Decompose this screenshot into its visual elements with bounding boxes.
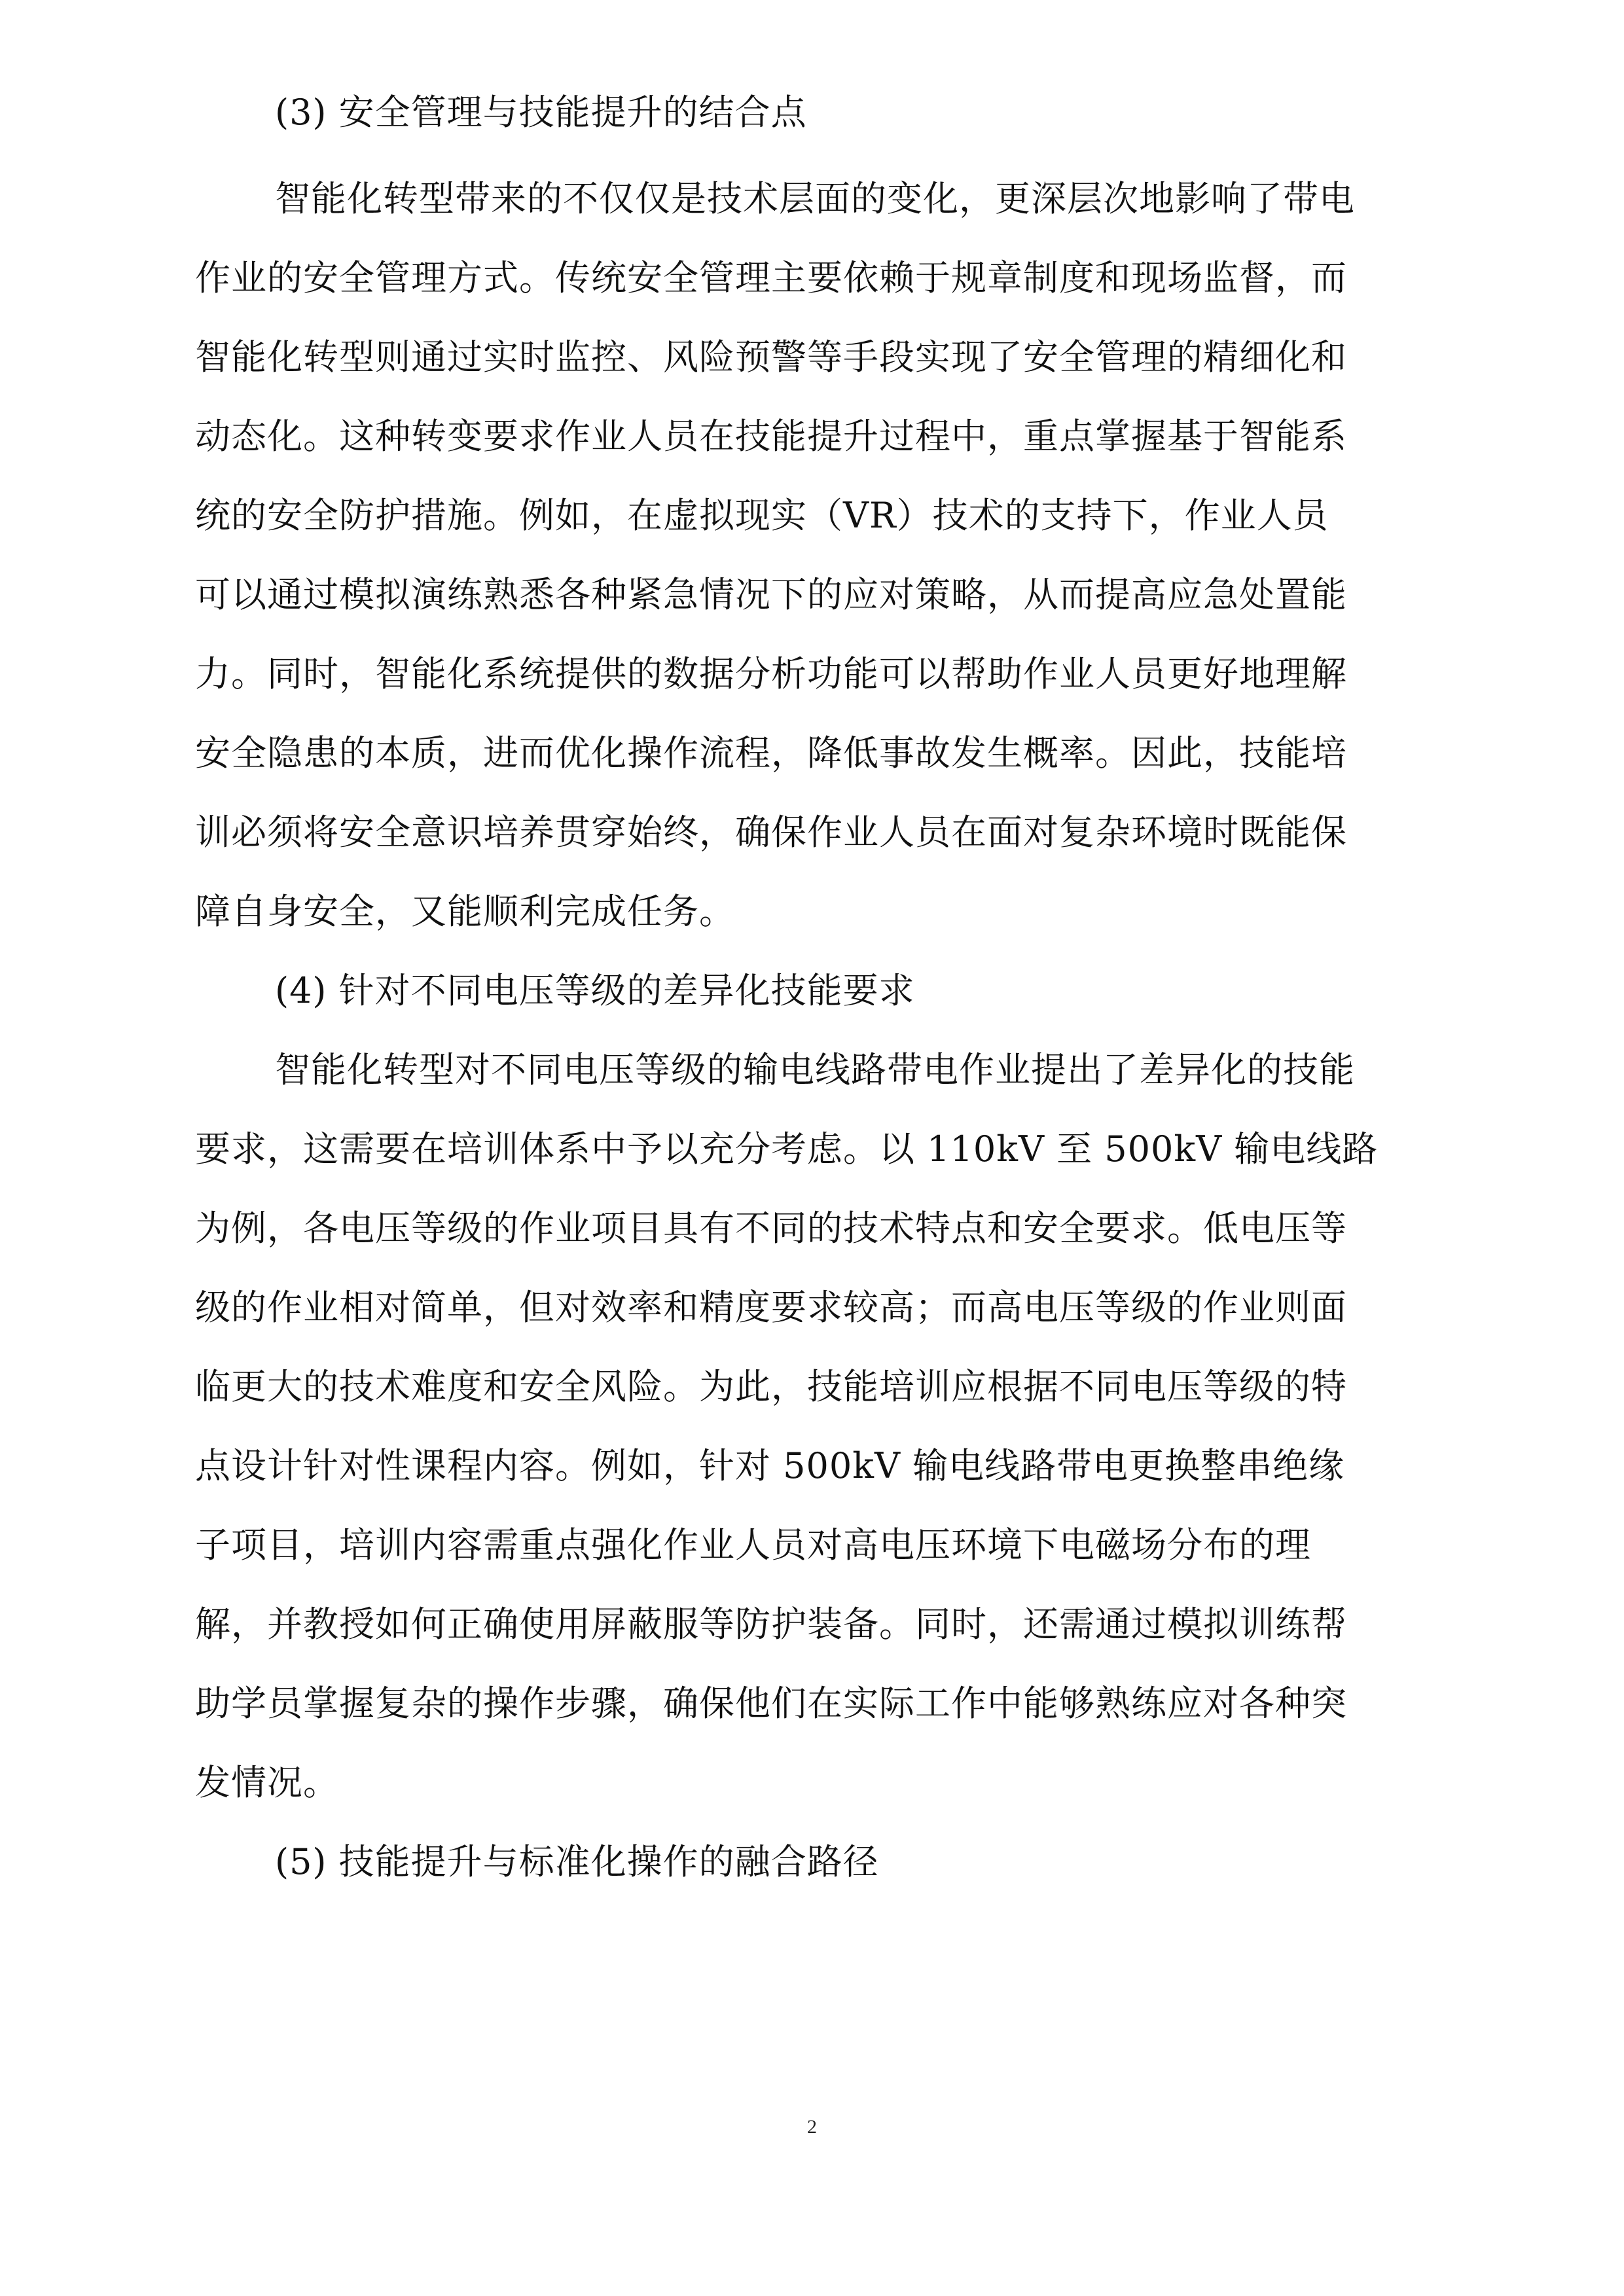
section-heading-5: (5) 技能提升与标准化操作的融合路径 (275, 1841, 879, 1882)
paragraph-3-line-6: 可以通过模拟演练熟悉各种紧急情况下的应对策略，从而提高应急处置能 (195, 574, 1347, 615)
paragraph-3-line-5: 统的安全防护措施。例如，在虚拟现实（VR）技术的支持下，作业人员 (195, 495, 1329, 536)
section-heading-3: (3) 安全管理与技能提升的结合点 (275, 92, 807, 133)
page-number: 2 (807, 2116, 817, 2138)
paragraph-4-line-8: 解，并教授如何正确使用屏蔽服等防护装备。同时，还需通过模拟训练帮 (195, 1604, 1347, 1645)
paragraph-4-line-1: 智能化转型对不同电压等级的输电线路带电作业提出了差异化的技能 (275, 1049, 1355, 1090)
paragraph-3-line-8: 安全隐患的本质，进而优化操作流程，降低事故发生概率。因此，技能培 (195, 732, 1347, 774)
paragraph-4-line-9: 助学员掌握复杂的操作步骤，确保他们在实际工作中能够熟练应对各种突 (195, 1683, 1347, 1724)
paragraph-4-line-6: 点设计针对性课程内容。例如，针对 500kV 输电线路带电更换整串绝缘 (195, 1445, 1345, 1486)
paragraph-4-line-5: 临更大的技术难度和安全风险。为此，技能培训应根据不同电压等级的特 (195, 1366, 1347, 1407)
paragraph-3-line-4: 动态化。这种转变要求作业人员在技能提升过程中，重点掌握基于智能系 (195, 416, 1347, 457)
paragraph-3-line-9: 训必须将安全意识培养贯穿始终，确保作业人员在面对复杂环境时既能保 (195, 812, 1347, 853)
section-heading-4: (4) 针对不同电压等级的差异化技能要求 (275, 970, 915, 1011)
paragraph-3-line-7: 力。同时，智能化系统提供的数据分析功能可以帮助作业人员更好地理解 (195, 653, 1347, 694)
paragraph-3-line-1: 智能化转型带来的不仅仅是技术层面的变化，更深层次地影响了带电 (275, 178, 1355, 219)
paragraph-4-line-4: 级的作业相对简单，但对效率和精度要求较高；而高电压等级的作业则面 (195, 1287, 1347, 1328)
paragraph-3-line-10: 障自身安全，又能顺利完成任务。 (195, 891, 735, 932)
paragraph-4-line-2: 要求，这需要在培训体系中予以充分考虑。以 110kV 至 500kV 输电线路 (195, 1128, 1379, 1170)
paragraph-4-line-7: 子项目，培训内容需重点强化作业人员对高电压环境下电磁场分布的理 (195, 1524, 1311, 1566)
paragraph-4-line-3: 为例，各电压等级的作业项目具有不同的技术特点和安全要求。低电压等 (195, 1208, 1347, 1249)
paragraph-3-line-2: 作业的安全管理方式。传统安全管理主要依赖于规章制度和现场监督，而 (195, 257, 1347, 298)
paragraph-3-line-3: 智能化转型则通过实时监控、风险预警等手段实现了安全管理的精细化和 (195, 336, 1347, 378)
paragraph-4-line-10: 发情况。 (195, 1762, 339, 1803)
